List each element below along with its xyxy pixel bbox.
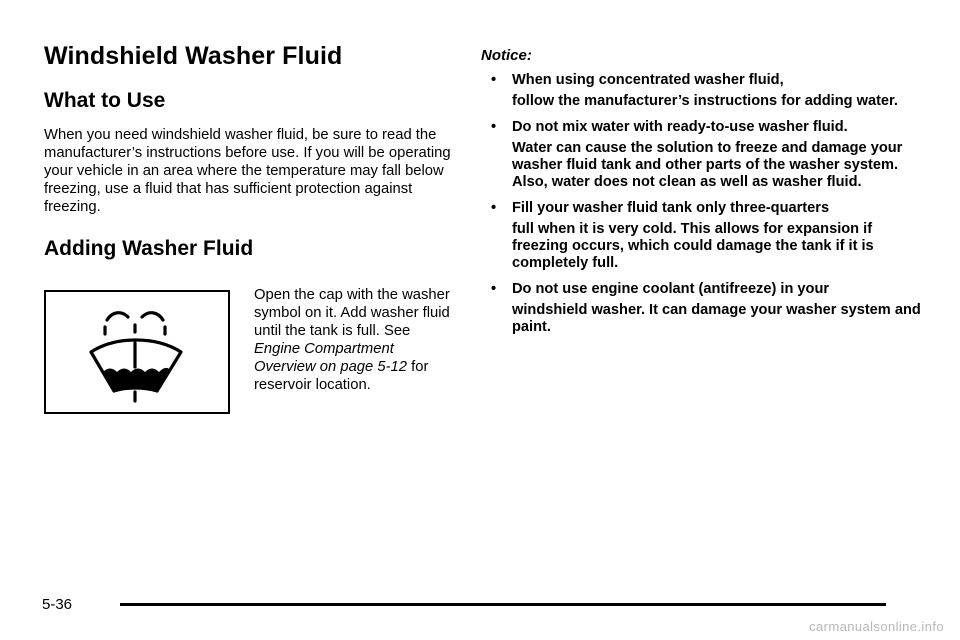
engine-compartment-reference-link[interactable]: Engine Compartment Overview on page 5-12 [254, 341, 407, 375]
page-title: Windshield Washer Fluid [44, 42, 343, 70]
notice-item-first-line: When using concentrated washer fluid, [512, 72, 784, 88]
bullet-icon: • [491, 119, 497, 135]
notice-item [481, 200, 921, 272]
page-number: 5-36 [42, 596, 73, 613]
notice-item [481, 119, 921, 191]
notice-item [481, 72, 921, 110]
notice-item-text: full when it is very cold. This allows for expansion if freezing occurs, which could damage the tank if it is completely full. [512, 221, 874, 271]
notice-list [481, 72, 921, 336]
notice-item-text: windshield washer. It can damage your washer system and paint. [512, 302, 921, 335]
washer-fluid-symbol-icon [44, 290, 230, 414]
what-to-use-heading: What to Use [44, 89, 166, 112]
bullet-icon: • [491, 200, 497, 216]
notice-item-text: Water can cause the solution to freeze and damage your washer fluid tank and other parts of the washer system. Also, water does not clean as well as washer fluid. [512, 140, 903, 190]
right-column [481, 46, 921, 336]
watermark: carmanualsonline.info [809, 619, 944, 634]
notice-title: Notice: [481, 47, 532, 64]
notice-item-text: follow the manufacturer’s instructions for adding water. [512, 93, 898, 109]
what-to-use-paragraph: When you need windshield washer fluid, be sure to read the manufacturer’s instructions before use. If you will be operating your vehicle in an area where the temperature may fall below freezing, use a fluid that has sufficient protection against freezing. [44, 127, 451, 215]
notice-item-first-line: Fill your washer fluid tank only three-quarters [512, 200, 830, 216]
add-text-before: Open the cap with the washer symbol on it. Add washer fluid until the tank is full. See [254, 287, 450, 339]
notice-item-first-line: Do not mix water with ready-to-use washer fluid. [512, 119, 848, 135]
notice-item [481, 281, 921, 336]
bullet-icon: • [491, 72, 497, 88]
add-text-after: for reservoir location. [254, 359, 429, 393]
adding-washer-fluid-paragraph [254, 286, 454, 394]
adding-washer-fluid-heading: Adding Washer Fluid [44, 237, 254, 260]
footer-rule [120, 603, 886, 606]
notice-item-first-line: Do not use engine coolant (antifreeze) in your [512, 281, 830, 297]
left-column [44, 40, 456, 402]
adding-washer-fluid-block [44, 262, 456, 402]
bullet-icon: • [491, 281, 497, 297]
